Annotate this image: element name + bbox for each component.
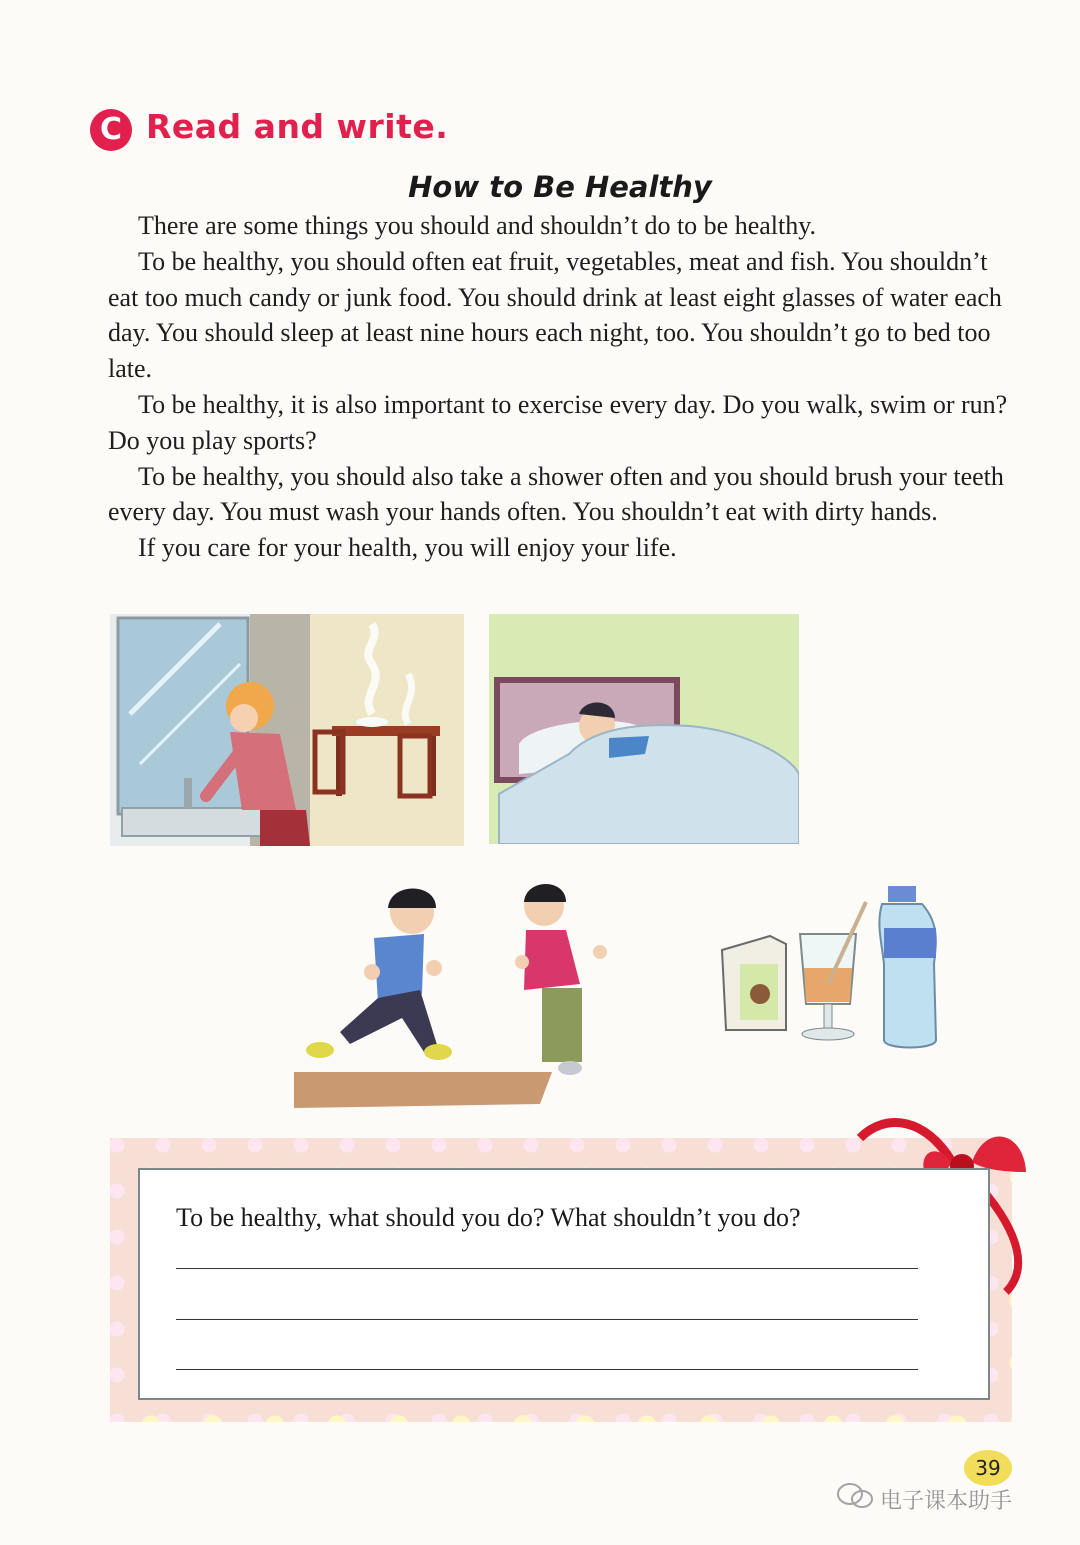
paragraph: To be healthy, you should also take a shower often and you should brush your teeth every day. You must wash your hands often. You shouldn’t eat with dirty hands. <box>108 461 1004 527</box>
watermark-text: 电子课本助手 <box>880 1488 1013 1514</box>
boy-sleeping-illustration <box>489 614 799 844</box>
answer-line[interactable] <box>176 1268 918 1269</box>
page-number: 39 <box>964 1450 1012 1486</box>
answer-line[interactable] <box>176 1319 918 1320</box>
section-title: Read and write. <box>146 107 449 146</box>
paragraph: If you care for your health, you will enjoy your life. <box>138 533 677 563</box>
paragraph: To be healthy, you should often eat fruit, vegetables, meat and fish. You shouldn’t eat too much candy or junk food. You should drink at least eight glasses of water each day. You should sleep at least nine hours each night, too. You shouldn’t go to bed too late. <box>108 246 1002 384</box>
section-badge: C <box>90 109 132 151</box>
watermark <box>836 1482 1012 1516</box>
paragraph: To be healthy, it is also important to exercise every day. Do you walk, swim or run? Do you play sports? <box>108 389 1008 455</box>
healthy-drinks-illustration <box>716 884 942 1056</box>
girl-washing-hands-illustration <box>110 614 464 846</box>
paragraph: There are some things you should and shouldn’t do to be healthy. <box>138 211 817 240</box>
children-running-illustration <box>290 872 620 1112</box>
chat-bubble-icon <box>836 1482 874 1516</box>
reading-passage <box>108 208 1008 566</box>
story-title: How to Be Healthy <box>408 170 712 204</box>
writing-question: To be healthy, what should you do? What shouldn’t you do? <box>176 1203 801 1232</box>
answer-line[interactable] <box>176 1369 918 1370</box>
